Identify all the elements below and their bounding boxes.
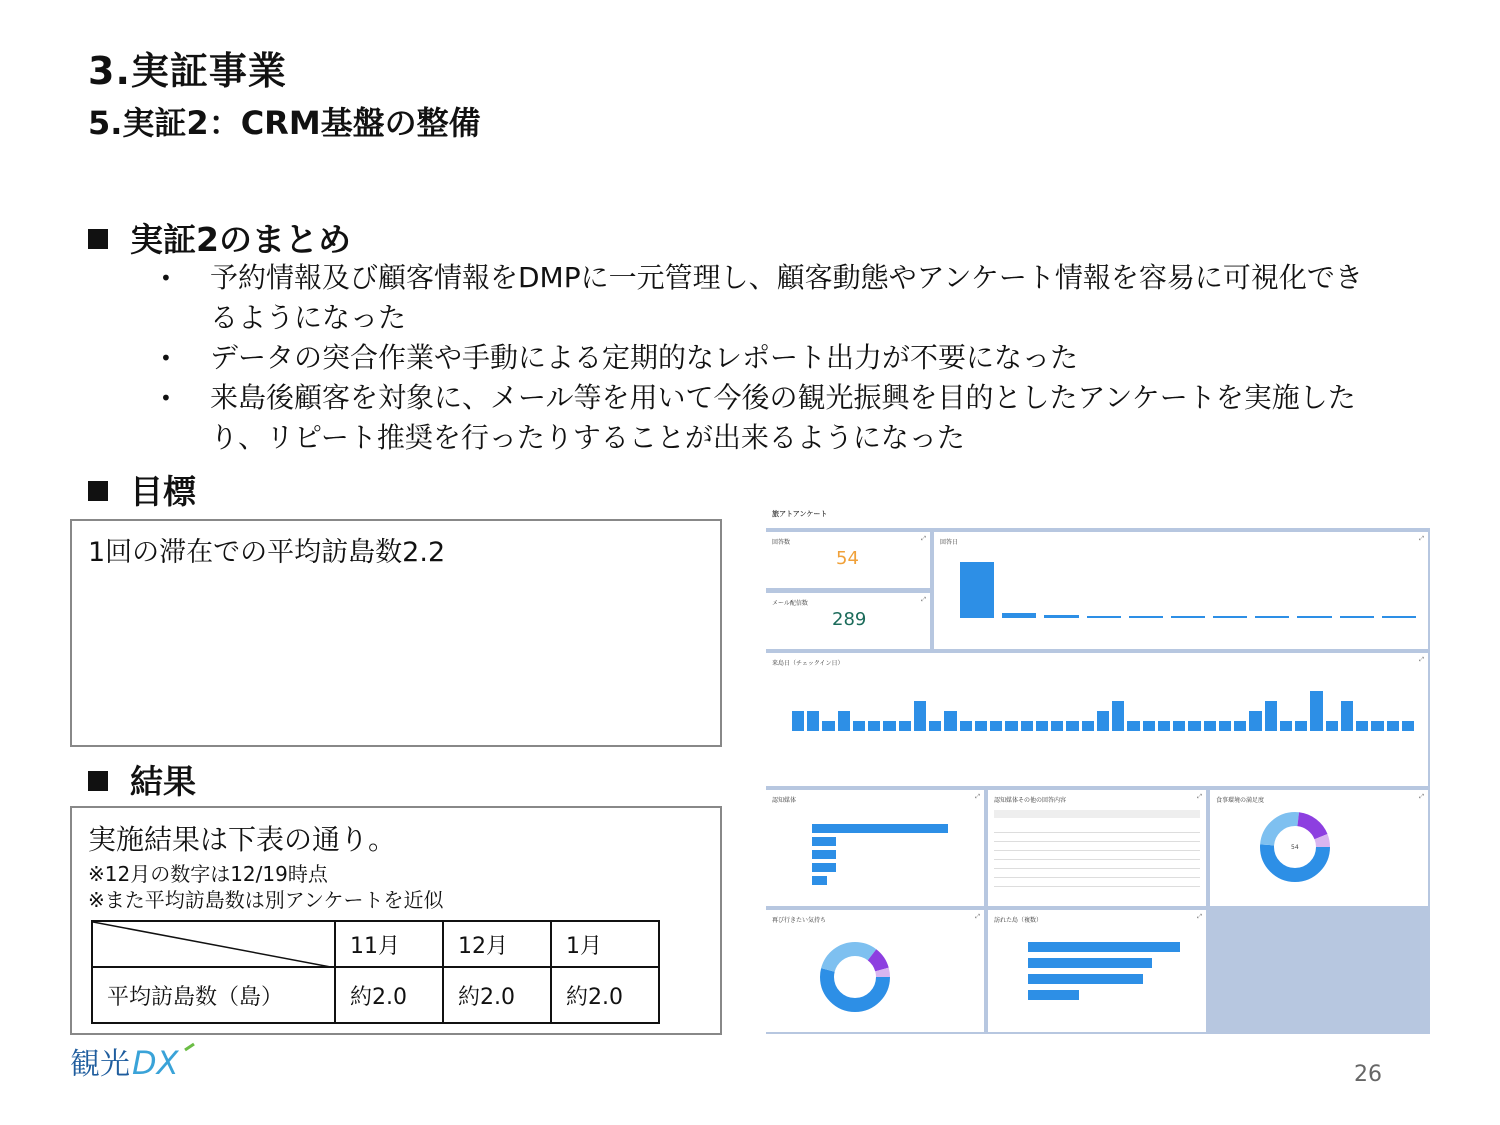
answer-date-panel — [934, 532, 1428, 649]
table-cell: 約2.0 — [335, 967, 443, 1023]
chart-bar — [975, 721, 987, 731]
chart-bar — [1371, 721, 1383, 731]
svg-text:DX: DX — [132, 1044, 179, 1082]
chart-bar — [1249, 711, 1261, 731]
panel-title: 訪れた島（複数） — [994, 917, 1043, 924]
chart-bar — [812, 837, 836, 846]
chart-bar — [812, 850, 836, 859]
chart-bar — [929, 721, 941, 731]
chart-bar — [1402, 721, 1414, 731]
bullet-text: 来島後顧客を対象に、メール等を用いて今後の観光振興を目的としたアンケートを実施したり、リピート推奨を行ったりすることが出来るようになった — [210, 381, 1356, 454]
result-note: ※また平均訪島数は別アンケートを近似 — [88, 888, 444, 912]
donut-chart — [818, 940, 892, 1014]
chart-bar — [1127, 721, 1139, 731]
chart-bar — [822, 721, 834, 731]
chart-bar — [1188, 721, 1200, 731]
bullet-dot-icon: • — [160, 266, 172, 290]
table-corner-cell — [92, 921, 335, 967]
chart-bar — [838, 711, 850, 731]
chart-bar — [883, 721, 895, 731]
chart-bar — [1087, 616, 1121, 618]
panel-title: 来島日（チェックイン日） — [772, 660, 844, 667]
table-row — [92, 967, 659, 1023]
result-table — [91, 920, 660, 1024]
chart-bar — [1066, 721, 1078, 731]
revisit-panel — [766, 910, 984, 1032]
expand-icon[interactable]: ⤢ — [921, 596, 926, 603]
summary-heading — [88, 214, 351, 261]
dashboard-screenshot — [766, 500, 1430, 1034]
chart-bar — [1158, 721, 1170, 731]
chart-bar — [1297, 616, 1331, 618]
chart-bar — [1082, 721, 1094, 731]
kpi-value: 54 — [836, 548, 859, 569]
chart-bar — [1112, 701, 1124, 731]
chart-bar — [1173, 721, 1185, 731]
chart-bar — [812, 863, 836, 872]
chart-bar — [1028, 942, 1180, 952]
chart-bar — [1382, 616, 1416, 618]
square-bullet-icon — [88, 771, 108, 791]
expand-icon[interactable]: ⤢ — [1197, 913, 1202, 920]
food-panel — [1210, 790, 1428, 906]
panel-title: 食事環境の満足度 — [1216, 797, 1265, 804]
chart-bar — [990, 721, 1002, 731]
result-intro: 実施結果は下表の通り。 — [88, 823, 397, 856]
islands-panel — [988, 910, 1206, 1032]
page-subtitle: 5.実証2：CRM基盤の整備 — [88, 104, 481, 142]
chart-bar — [899, 721, 911, 731]
table-header-cell: 12月 — [443, 921, 551, 967]
goal-text: 1回の滞在での平均訪島数2.2 — [88, 537, 446, 568]
kanko-dx-logo — [70, 1042, 200, 1084]
chart-bar — [1129, 616, 1163, 618]
chart-bar — [1028, 974, 1143, 984]
expand-icon[interactable]: ⤢ — [975, 793, 980, 800]
kpi-panel — [766, 532, 930, 588]
chart-bar — [960, 721, 972, 731]
chart-bar — [868, 721, 880, 731]
dashboard-header — [766, 500, 1430, 528]
chart-bar — [914, 701, 926, 731]
page-number: 26 — [1354, 1062, 1382, 1087]
page-title: 3.実証事業 — [88, 49, 287, 93]
kpi-value: 289 — [832, 609, 867, 630]
table-cell: 約2.0 — [443, 967, 551, 1023]
goal-heading-text: 目標 — [130, 472, 196, 511]
dashboard-title: 旅アトアンケート — [772, 510, 828, 518]
chart-bar — [812, 824, 948, 833]
chart-bar — [1028, 958, 1152, 968]
chart-bar — [1219, 721, 1231, 731]
chart-bar — [1143, 721, 1155, 731]
expand-icon[interactable]: ⤢ — [921, 535, 926, 542]
chart-bar — [1326, 721, 1338, 731]
table-row — [92, 921, 659, 967]
result-note: ※12月の数字は12/19時点 — [88, 862, 328, 886]
expand-icon[interactable]: ⤢ — [1197, 793, 1202, 800]
chart-bar — [1255, 616, 1289, 618]
chart-bar — [960, 562, 994, 618]
result-heading — [88, 756, 196, 803]
table-cell: 約2.0 — [551, 967, 659, 1023]
chart-bar — [1036, 721, 1048, 731]
chart-bar — [1213, 616, 1247, 618]
chart-bar — [792, 711, 804, 731]
chart-bar — [1028, 990, 1079, 1000]
chart-bar — [1310, 691, 1322, 731]
kpi-label: 回答数 — [772, 539, 791, 546]
summary-heading-text: 実証2のまとめ — [130, 220, 351, 259]
bullet-text: データの突合作業や手動による定期的なレポート出力が不要になった — [210, 341, 1079, 374]
goal-heading — [88, 466, 196, 513]
bullet-dot-icon: • — [160, 346, 172, 370]
table-row-label: 平均訪島数（島） — [92, 967, 335, 1023]
media-panel — [766, 790, 984, 906]
expand-icon[interactable]: ⤢ — [1419, 793, 1424, 800]
chart-bar — [1295, 721, 1307, 731]
square-bullet-icon — [88, 481, 108, 501]
panel-title: 認知媒体 — [772, 797, 797, 804]
chart-bar — [1171, 616, 1205, 618]
result-heading-text: 結果 — [130, 762, 196, 801]
panel-title: 再び行きたい気持ち — [772, 917, 827, 924]
table-header-cell: 11月 — [335, 921, 443, 967]
expand-icon[interactable]: ⤢ — [1419, 656, 1424, 663]
expand-icon[interactable]: ⤢ — [975, 913, 980, 920]
chart-bar — [1097, 711, 1109, 731]
chart-bar — [1280, 721, 1292, 731]
chart-bar — [1265, 701, 1277, 731]
panel-title: 回答日 — [940, 539, 959, 546]
chart-bar — [1005, 721, 1017, 731]
chart-bar — [1356, 721, 1368, 731]
chart-bar — [812, 876, 827, 885]
chart-bar — [1044, 615, 1078, 618]
table-header-cell: 1月 — [551, 921, 659, 967]
chart-bar — [853, 721, 865, 731]
diagonal-line-icon — [93, 922, 336, 968]
table-header-row — [994, 810, 1200, 818]
chart-bar — [1051, 721, 1063, 731]
chart-bar — [1204, 721, 1216, 731]
square-bullet-icon — [88, 229, 108, 249]
list-item — [160, 258, 1390, 338]
media-other-panel — [988, 790, 1206, 906]
chart-bar — [944, 711, 956, 731]
chart-bar — [1341, 701, 1353, 731]
chart-bar — [1021, 721, 1033, 731]
list-item — [160, 338, 1390, 378]
chart-bar — [807, 711, 819, 731]
bullet-text: 予約情報及び顧客情報をDMPに一元管理し、顧客動態やアンケート情報を容易に可視化できるようになった — [210, 261, 1363, 334]
kpi-label: メール配信数 — [772, 600, 808, 607]
summary-bullet-list — [160, 258, 1390, 458]
chart-bar — [1340, 616, 1374, 618]
chart-bar — [1234, 721, 1246, 731]
list-item — [160, 378, 1390, 458]
kpi-panel — [766, 593, 930, 649]
donut-center-label: 54 — [1291, 844, 1299, 851]
panel-title: 認知媒体その他の回答内容 — [994, 797, 1067, 804]
expand-icon[interactable]: ⤢ — [1419, 535, 1424, 542]
visit-date-panel — [766, 653, 1428, 786]
bullet-dot-icon: • — [160, 386, 172, 410]
svg-text:観光: 観光 — [70, 1047, 130, 1082]
chart-bar — [1387, 721, 1399, 731]
chart-bar — [1002, 613, 1036, 618]
table-rows — [994, 824, 1200, 890]
